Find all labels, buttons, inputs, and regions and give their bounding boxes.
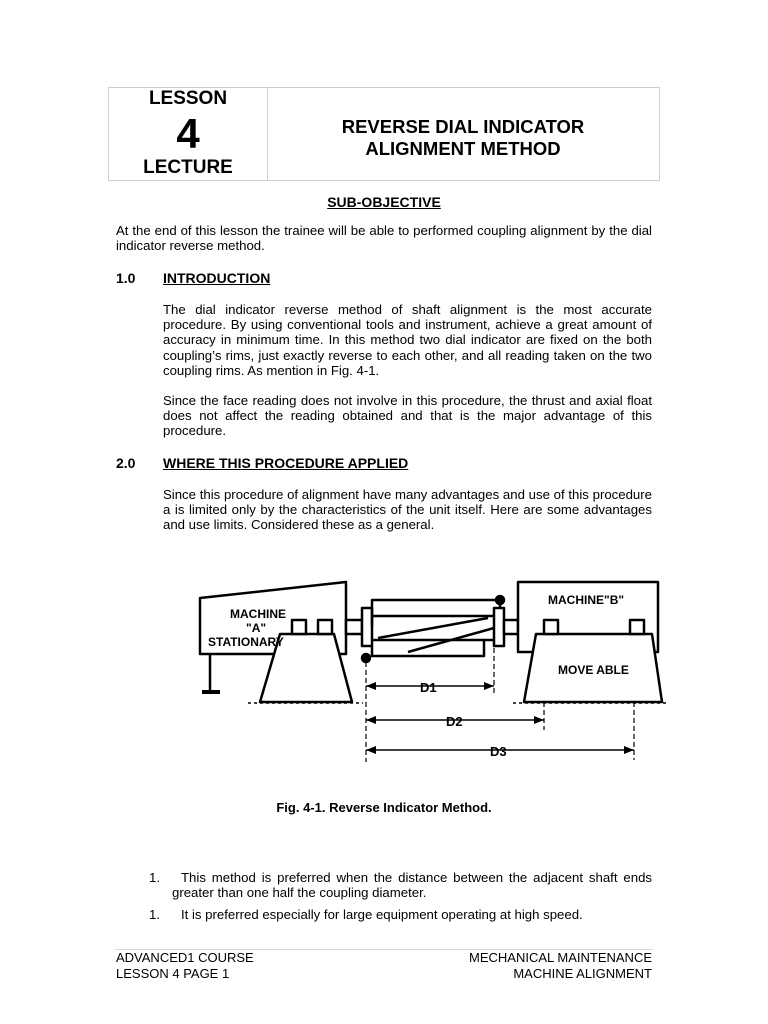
bolt-a-2 [318,620,332,634]
figure-caption: Fig. 4-1. Reverse Indicator Method. [276,800,492,815]
d3-arrow-right [624,746,634,754]
d3-label: D3 [490,744,507,759]
lesson-title [267,116,659,160]
footer-page: LESSON 4 PAGE 1 [116,966,230,981]
lecture-label: LECTURE [143,157,233,178]
footer-topic: MACHINE ALIGNMENT [513,966,652,981]
dial-indicator-b [496,596,504,604]
d2-label: D2 [446,714,463,729]
coupling-b [494,608,504,646]
sub-objective-text: At the end of this lesson the trainee will be able to performed coupling alignment by the dial indicator reverse method. [116,223,652,254]
section-1-paragraph-2: Since the face reading does not involve in this procedure, the thrust and axial float does not affect the reading obtained and that is the major advantage of this procedure. [163,393,652,439]
shaft-a [346,620,362,634]
coupling-a [362,608,372,646]
lesson-header-box [108,87,660,181]
shaft-b [504,620,518,634]
indicator-bracket-lower [372,640,484,656]
lesson-number: 4 [176,110,200,157]
d1-arrow-left [366,682,376,690]
footer-right [469,950,652,982]
d1-label: D1 [420,680,437,695]
machine-a-label-2: "A" [246,621,267,635]
lesson-cell [109,88,268,180]
d2-arrow-left [366,716,376,724]
bolt-b-1 [544,620,558,634]
d3-arrow-left [366,746,376,754]
lesson-label: LESSON [148,88,228,109]
footer-department: MECHANICAL MAINTENANCE [469,950,652,965]
d2-arrow-right [534,716,544,724]
moveable-label: MOVE ABLE [558,663,629,677]
machine-b-label: MACHINE"B" [548,593,625,607]
machine-a-label-1: MACHINE [230,607,286,621]
section-2-number: 2.0 [116,455,136,471]
section-1-number: 1.0 [116,270,136,286]
bolt-a-1 [292,620,306,634]
sub-objective-heading: SUB-OBJECTIVE [327,194,441,210]
list-marker-2: 1. [149,907,160,922]
section-1-paragraph-1: The dial indicator reverse method of shaft alignment is the most accurate procedure. By using conventional tools and instrument, achieve a great amount of accuracy in minimum time. In this method two dial indicator are fixed on the both coupling’s rims, just exactly reverse to each other, and all reading taken on the two coupling rims. As mention in Fig. 4-1. [163,302,652,378]
section-1-heading: INTRODUCTION [163,270,271,286]
footer-left [116,950,254,982]
section-2-heading: WHERE THIS PROCEDURE APPLIED [163,455,409,471]
section-2-paragraph-1: Since this procedure of alignment have many advantages and use of this procedure a is limited only by the characteristics of the unit itself. Here are some advantages and use limits. Considered these as a general. [163,487,652,533]
list-item-1: This method is preferred when the distance between the adjacent shaft ends greater than one half the coupling diameter. [172,870,652,901]
list-item-2: It is preferred especially for large equipment operating at high speed. [181,907,583,922]
machine-a-label-3: STATIONARY [208,635,284,649]
list-marker-1: 1. [149,870,160,885]
dial-indicator-a [362,654,370,662]
reverse-indicator-figure [188,550,668,790]
footer-course: ADVANCED1 COURSE [116,950,254,965]
d1-arrow-right [484,682,494,690]
indicator-bracket [372,600,500,626]
title-line-1: REVERSE DIAL INDICATOR [341,116,585,137]
title-line-2: ALIGNMENT METHOD [365,138,561,159]
bolt-b-2 [630,620,644,634]
